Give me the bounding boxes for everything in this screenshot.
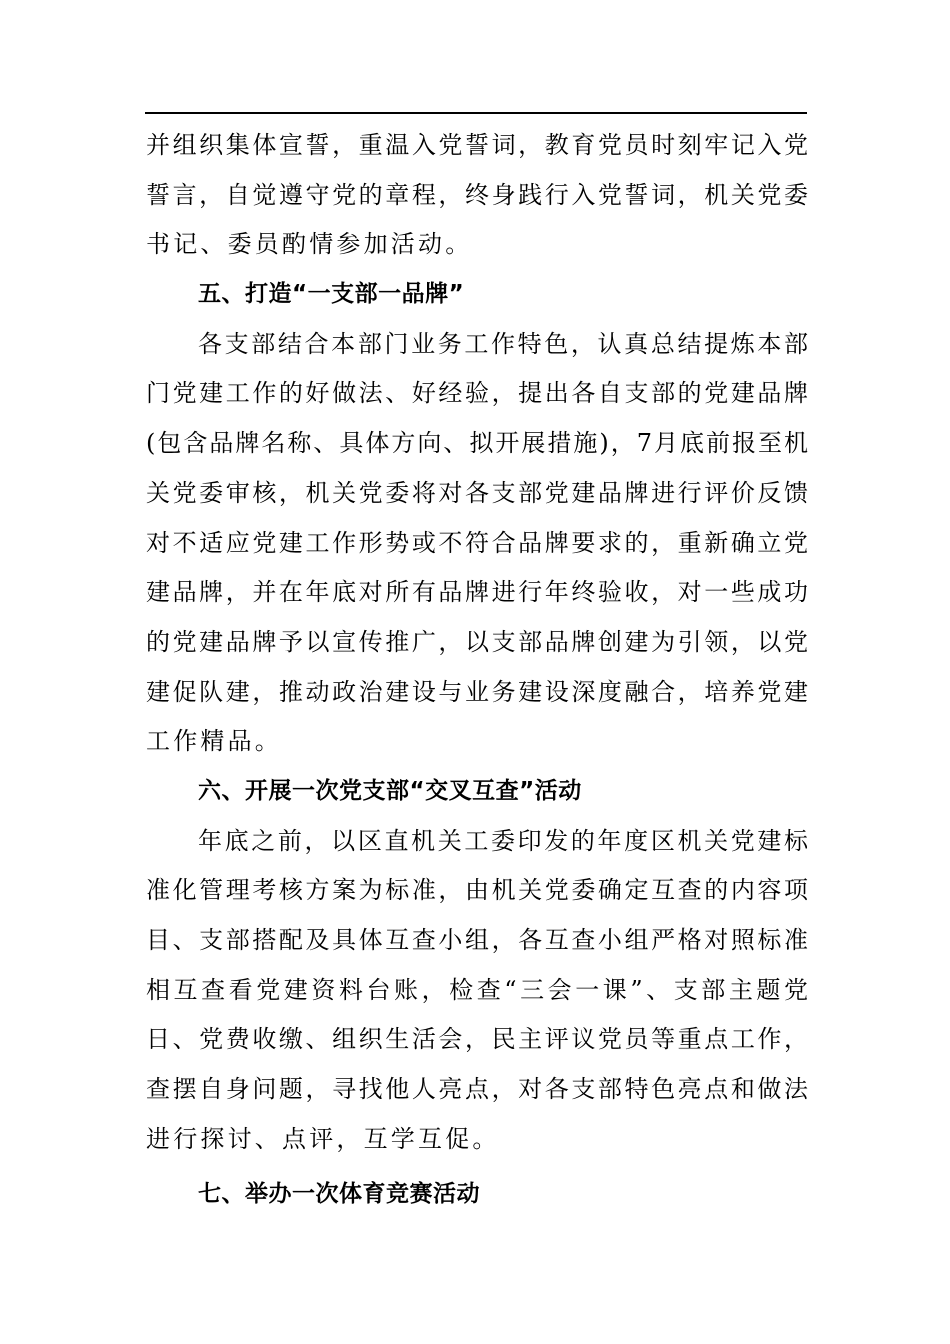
paragraph-line: 门党建工作的好做法、好经验，提出各自支部的党建品牌: [146, 379, 808, 408]
paragraph-line: (包含品牌名称、具体方向、拟开展措施)，7月底前报至机: [146, 429, 808, 458]
paragraph-line: 相互查看党建资料台账，检查“三会一课”、支部主题党: [146, 975, 808, 1004]
paragraph-line: 建促队建，推动政治建设与业务建设深度融合，培养党建: [146, 677, 808, 706]
section-heading-7: 七、举办一次体育竞赛活动: [198, 1181, 480, 1208]
paragraph-line: 准化管理考核方案为标准，由机关党委确定互查的内容项: [146, 876, 808, 905]
paragraph-line: 进行探讨、点评，互学互促。: [146, 1124, 500, 1153]
paragraph-line: 的党建品牌予以宣传推广，以支部品牌创建为引领，以党: [146, 627, 808, 656]
section-heading-5: 五、打造“一支部一品牌”: [198, 281, 465, 308]
document-body: [146, 121, 808, 1220]
paragraph-line: 建品牌，并在年底对所有品牌进行年终验收，对一些成功: [146, 578, 808, 607]
paragraph-line: 各支部结合本部门业务工作特色，认真总结提炼本部: [198, 329, 808, 358]
paragraph-line: 并组织集体宣誓，重温入党誓词，教育党员时刻牢记入党: [146, 131, 808, 159]
paragraph-line: 年底之前，以区直机关工委印发的年度区机关党建标: [198, 826, 808, 855]
paragraph-line: 目、支部搭配及具体互查小组，各互查小组严格对照标准: [146, 926, 808, 954]
paragraph-line: 关党委审核，机关党委将对各支部党建品牌进行评价反馈: [146, 478, 808, 507]
paragraph-line: 誓言，自觉遵守党的章程，终身践行入党誓词，机关党委: [146, 180, 808, 209]
header-rule: [145, 112, 807, 114]
paragraph-line: 查摆自身问题，寻找他人亮点，对各支部特色亮点和做法: [146, 1075, 808, 1104]
paragraph-line: 工作精品。: [146, 727, 282, 756]
paragraph-line: 书记、委员酌情参加活动。: [146, 230, 473, 259]
section-heading-6: 六、开展一次党支部“交叉互查”活动: [198, 777, 582, 804]
paragraph-line: 日、党费收缴、组织生活会，民主评议党员等重点工作，: [146, 1025, 808, 1054]
paragraph-line: 对不适应党建工作形势或不符合品牌要求的，重新确立党: [146, 528, 808, 557]
